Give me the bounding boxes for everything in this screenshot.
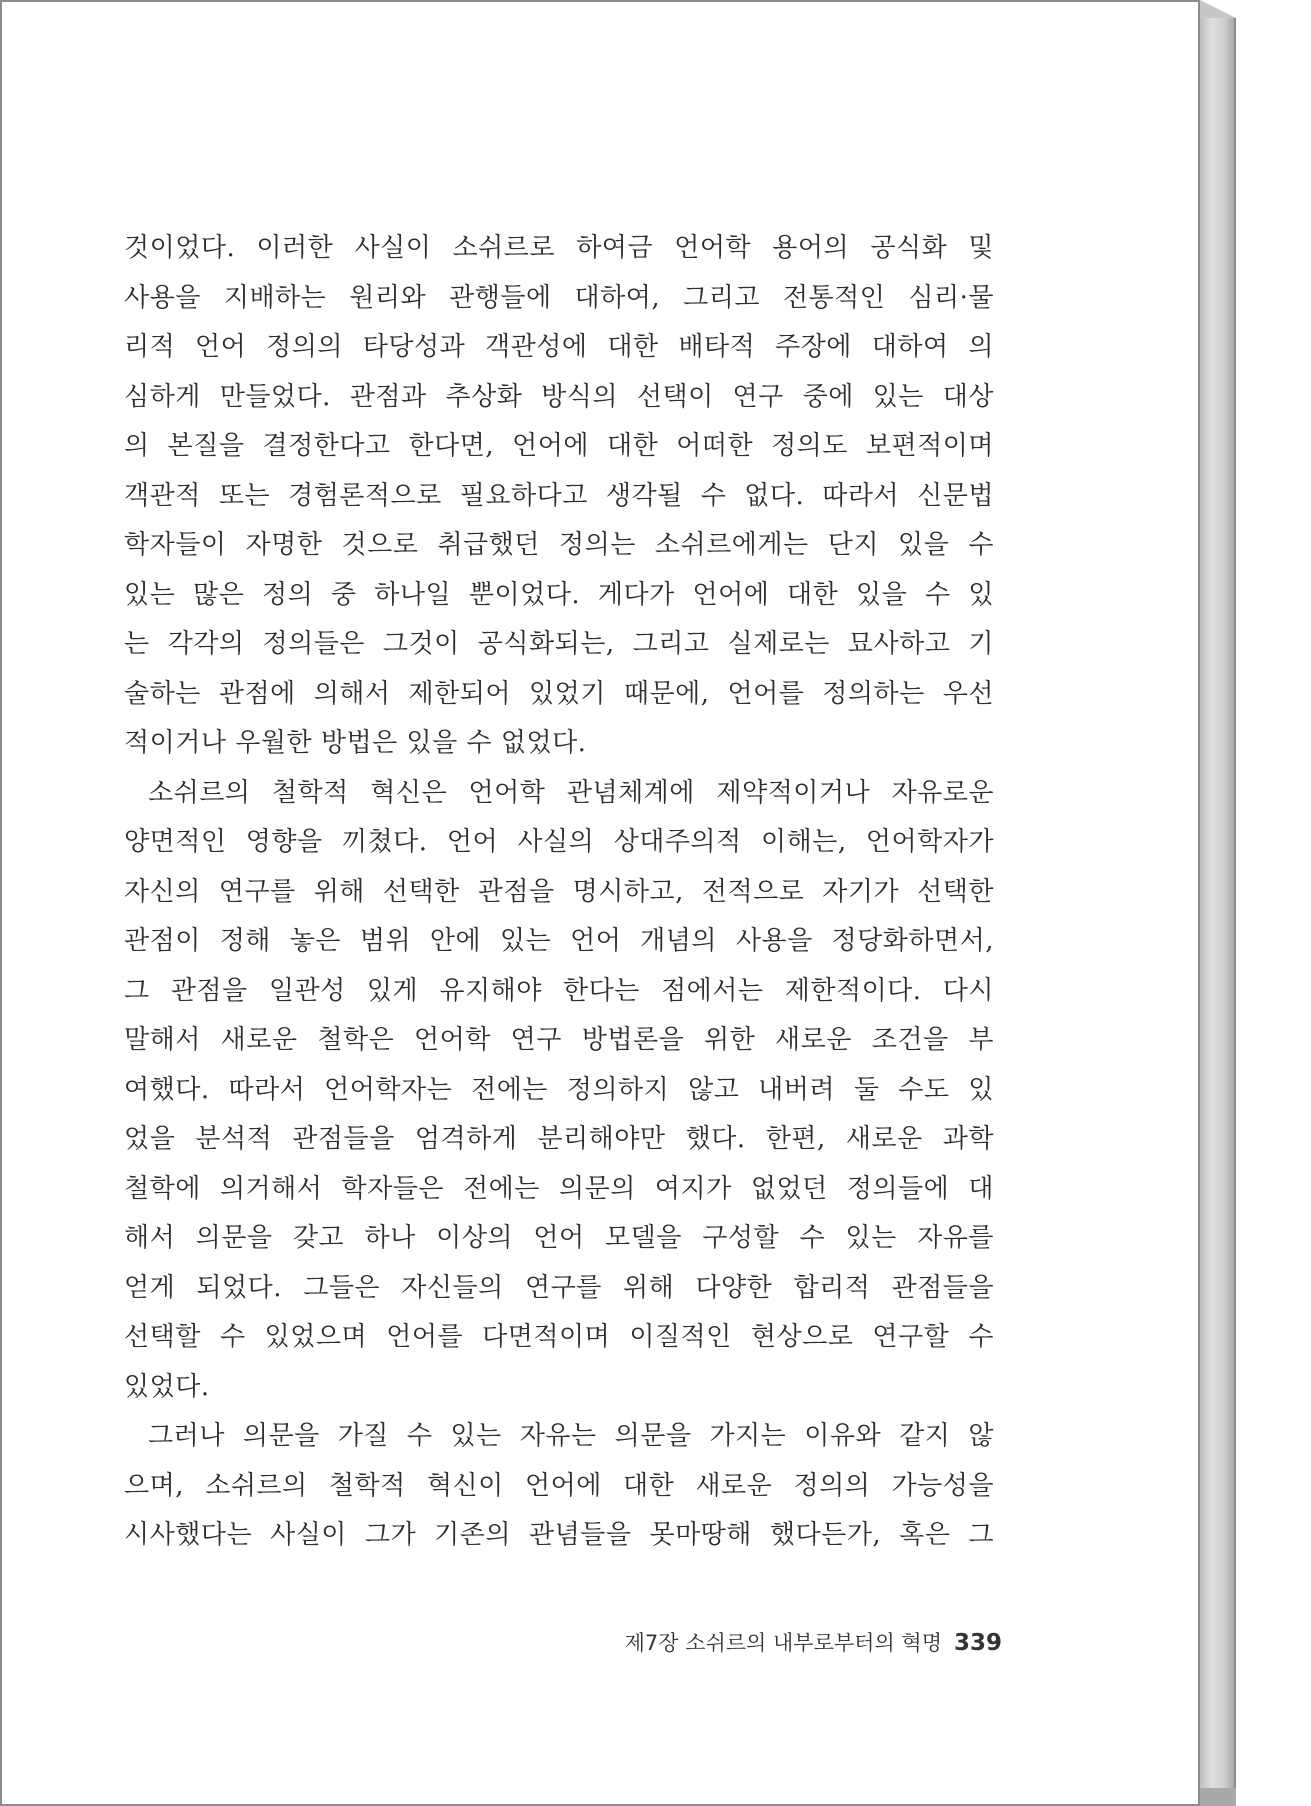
paragraph-3 xyxy=(124,1412,994,1561)
text-line: 심하게 만들었다. 관점과 추상화 방식의 선택이 연구 중에 있는 대상 xyxy=(124,381,994,412)
text-line: 얻게 되었다. 그들은 자신들의 연구를 위해 다양한 합리적 관점들을 xyxy=(124,1272,994,1303)
text-line: 술하는 관점에 의해서 제한되어 있었기 때문에, 언어를 정의하는 우선 xyxy=(124,678,994,709)
text-line: 관점이 정해 놓은 범위 안에 있는 언어 개념의 사용을 정당화하면서, xyxy=(124,926,994,956)
text-line: 그 관점을 일관성 있게 유지해야 한다는 점에서는 제한적이다. 다시 xyxy=(124,975,994,1006)
text-line: 해서 의문을 갖고 하나 이상의 언어 모델을 구성할 수 있는 자유를 xyxy=(124,1223,994,1253)
text-line: 여했다. 따라서 언어학자는 전에는 정의하지 않고 내버려 둘 수도 있 xyxy=(124,1074,994,1105)
book-page-edge xyxy=(1200,18,1236,1806)
text-line: 그러나 의문을 가질 수 있는 자유는 의문을 가지는 이유와 같지 않 xyxy=(148,1421,994,1451)
page-edge-top xyxy=(1200,0,1236,18)
text-line: 선택할 수 있었으며 언어를 다면적이며 이질적인 현상으로 연구할 수 xyxy=(124,1322,994,1352)
chapter-title: 제7장 소쉬르의 내부로부터의 혁명 xyxy=(624,1631,942,1655)
text-line: 철학에 의거해서 학자들은 전에는 의문의 여지가 없었던 정의들에 대 xyxy=(124,1173,994,1204)
text-line: 의 본질을 결정한다고 한다면, 언어에 대한 어떠한 정의도 보편적이며 xyxy=(124,431,994,461)
text-line: 것이었다. 이러한 사실이 소쉬르로 하여금 언어학 용어의 공식화 및 xyxy=(124,233,994,263)
text-line: 리적 언어 정의의 타당성과 객관성에 대한 배타적 주장에 대하여 의 xyxy=(124,332,994,362)
page-number: 339 xyxy=(953,1630,1002,1656)
text-line: 있었다. xyxy=(124,1371,210,1402)
text-line: 사용을 지배하는 원리와 관행들에 대하여, 그리고 전통적인 심리·물 xyxy=(124,282,994,313)
text-line: 객관적 또는 경험론적으로 필요하다고 생각될 수 없다. 따라서 신문법 xyxy=(124,480,994,511)
text-line: 시사했다는 사실이 그가 기존의 관념들을 못마땅해 했다든가, 혹은 그 xyxy=(124,1520,994,1550)
text-line: 는 각각의 정의들은 그것이 공식화되는, 그리고 실제로는 묘사하고 기 xyxy=(124,629,994,659)
page-edge-bottom xyxy=(1200,1788,1236,1806)
text-line: 말해서 새로운 철학은 언어학 연구 방법론을 위한 새로운 조건을 부 xyxy=(124,1025,994,1055)
text-line: 학자들이 자명한 것으로 취급했던 정의는 소쉬르에게는 단지 있을 수 xyxy=(124,530,994,560)
paragraph-1 xyxy=(124,224,994,769)
text-line: 있는 많은 정의 중 하나일 뿐이었다. 게다가 언어에 대한 있을 수 있 xyxy=(124,579,994,610)
paragraph-2 xyxy=(124,769,994,1413)
text-line: 으며, 소쉬르의 철학적 혁신이 언어에 대한 새로운 정의의 가능성을 xyxy=(124,1470,994,1501)
running-footer xyxy=(562,1627,1002,1657)
body-text xyxy=(124,224,994,1561)
text-line: 소쉬르의 철학적 혁신은 언어학 관념체계에 제약적이거나 자유로운 xyxy=(148,777,994,808)
text-line: 었을 분석적 관점들을 엄격하게 분리해야만 했다. 한편, 새로운 과학 xyxy=(124,1124,994,1154)
text-line: 적이거나 우월한 방법은 있을 수 없었다. xyxy=(124,728,587,758)
text-line: 자신의 연구를 위해 선택한 관점을 명시하고, 전적으로 자기가 선택한 xyxy=(124,876,994,907)
text-line: 양면적인 영향을 끼쳤다. 언어 사실의 상대주의적 이해는, 언어학자가 xyxy=(124,827,994,857)
